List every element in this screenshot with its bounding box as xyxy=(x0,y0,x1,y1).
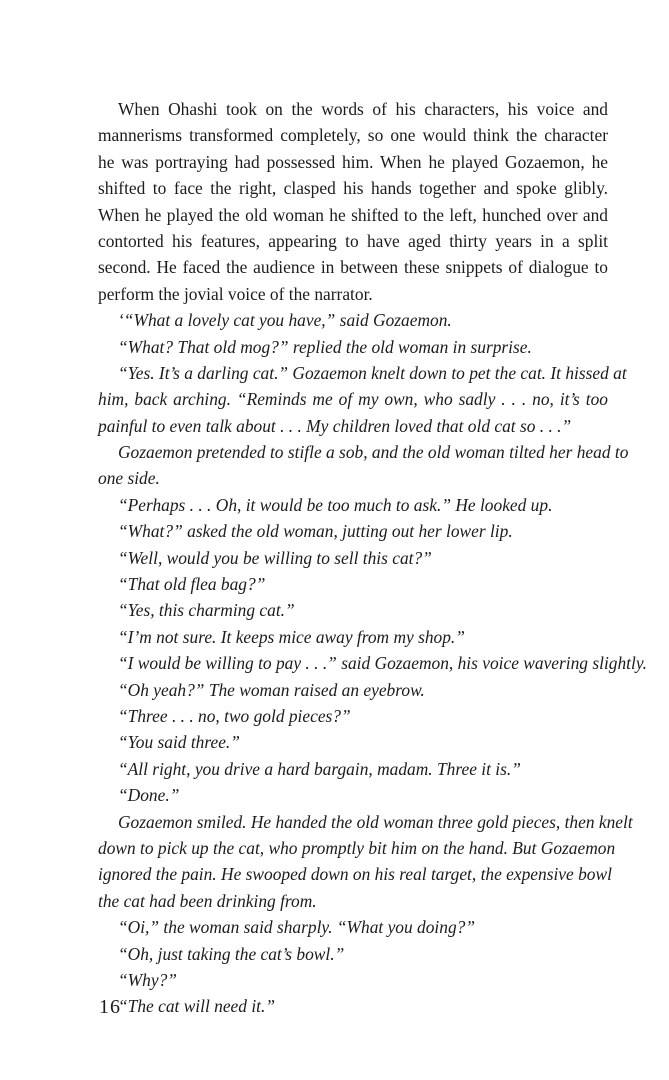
text-line: contorted his features, appearing to have aged thirty years in a split xyxy=(98,230,608,251)
dialogue-line: “The cat will need it.” xyxy=(118,996,275,1017)
dialogue-line: “That old flea bag?” xyxy=(118,574,266,595)
dialogue-line: ignored the pain. He swooped down on his real target, the expensive bowl xyxy=(98,864,612,885)
dialogue-line: “Perhaps . . . Oh, it would be too much to ask.” He looked up. xyxy=(118,494,553,515)
dialogue-line: painful to even talk about . . . My children loved that old cat so . . .” xyxy=(98,415,572,436)
dialogue-line: “Well, would you be willing to sell this cat?” xyxy=(118,547,432,568)
dialogue-line: “Three . . . no, two gold pieces?” xyxy=(118,705,351,726)
text-line: second. He faced the audience in between these snippets of dialogue to xyxy=(98,257,608,278)
dialogue-line: “I would be willing to pay . . .” said Gozaemon, his voice wavering slightly. xyxy=(118,653,647,674)
text-line: When he played the old woman he shifted to the left, hunched over and xyxy=(98,204,608,225)
dialogue-line: “All right, you drive a hard bargain, madam. Three it is.” xyxy=(118,758,521,779)
dialogue-line: “Oh yeah?” The woman raised an eyebrow. xyxy=(118,679,425,700)
dialogue-line: the cat had been drinking from. xyxy=(98,890,317,911)
dialogue-line: down to pick up the cat, who promptly bit him on the hand. But Gozaemon xyxy=(98,837,616,858)
text-line: perform the jovial voice of the narrator. xyxy=(98,283,373,304)
text-line: When Ohashi took on the words of his characters, his voice and xyxy=(118,99,608,119)
dialogue-line: one side. xyxy=(98,468,160,489)
dialogue-line: ‘“What a lovely cat you have,” said Gozaemon. xyxy=(118,310,452,331)
dialogue-line: “You said three.” xyxy=(118,732,240,753)
text-line: he was portraying had possessed him. When he played Gozaemon, he xyxy=(98,151,608,172)
dialogue-line: him, back arching. “Reminds me of my own, who sadly . . . no, it’s too xyxy=(98,389,608,410)
dialogue-line: Gozaemon smiled. He handed the old woman three gold pieces, then knelt xyxy=(118,811,633,832)
dialogue-line: “Yes, this charming cat.” xyxy=(118,600,295,621)
page-number: 16 xyxy=(99,996,121,1018)
dialogue-line: “Oi,” the woman said sharply. “What you doing?” xyxy=(118,917,476,938)
dialogue-line: “I’m not sure. It keeps mice away from my shop.” xyxy=(118,626,465,647)
dialogue-line: “Done.” xyxy=(118,785,180,806)
body-text xyxy=(98,96,647,1020)
dialogue-line: Gozaemon pretended to stifle a sob, and the old woman tilted her head to xyxy=(118,442,629,463)
text-line: mannerisms transformed completely, so one would think the character xyxy=(98,125,608,146)
dialogue-line: “Yes. It’s a darling cat.” Gozaemon knelt down to pet the cat. It hissed at xyxy=(118,362,627,383)
dialogue-line: “Oh, just taking the cat’s bowl.” xyxy=(118,943,345,964)
dialogue-line: “What? That old mog?” replied the old woman in surprise. xyxy=(118,336,532,357)
dialogue-line: “What?” asked the old woman, jutting out her lower lip. xyxy=(118,521,513,542)
dialogue-line: “Why?” xyxy=(118,969,177,990)
text-line: shifted to face the right, clasped his hands together and spoke glibly. xyxy=(98,178,608,199)
